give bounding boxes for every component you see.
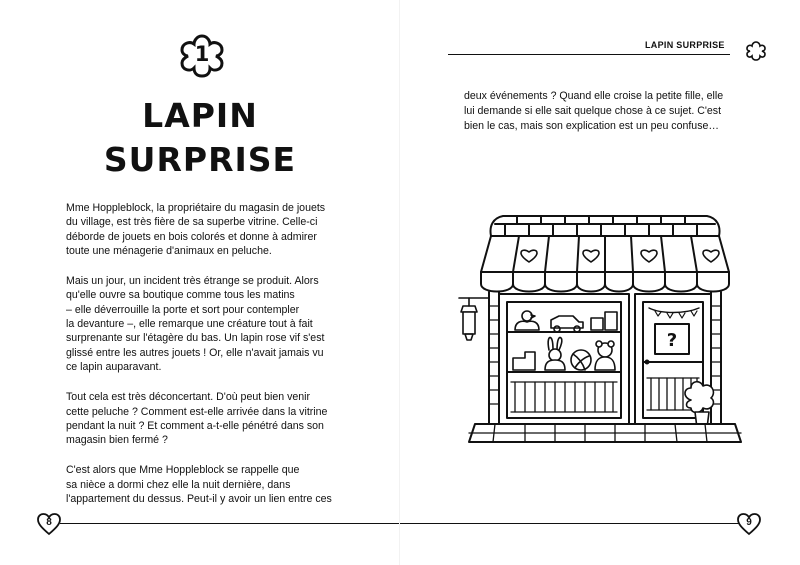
text-line: C'est alors que Mme Hoppleblock se rappelle que (66, 464, 300, 477)
text-line: surprenante sur l'étagère du bas. Un lapin rose vif s'est (66, 332, 325, 345)
text-line: toute une ménagerie d'animaux en peluche. (66, 244, 272, 257)
text-line: glissé entre les autres jouets ! Or, elle n'avait jamais vu (66, 346, 324, 359)
toy-shop-illustration (455, 202, 755, 452)
footer-rule (400, 523, 740, 524)
paragraph (66, 463, 346, 506)
text-line: pendant la nuit ? Et comment a-t-elle pénétré dans son (66, 419, 324, 432)
text-line: magasin bien fermé ? (66, 434, 168, 447)
text-line: deux événements ? Quand elle croise la petite fille, elle (464, 90, 724, 102)
chapter-title-line1: LAPIN (142, 96, 258, 135)
running-title: LAPIN SURPRISE (645, 40, 725, 50)
text-line: lui demande si elle sait quelque chose à ce sujet. C'est (464, 105, 722, 117)
poster-text: ? (666, 330, 678, 351)
text-line: déborde de jouets en bois colorés et donne à admirer (66, 230, 317, 243)
chapter-number: 1 (194, 42, 210, 66)
paragraph (66, 274, 346, 374)
text-line: Mais un jour, un incident très étrange se produit. Alors (66, 275, 319, 288)
chapter-title-line2: SURPRISE (103, 140, 297, 179)
flower-icon (745, 40, 767, 62)
text-line: du village, est très fière de sa superbe vitrine. Celle-ci (66, 216, 318, 229)
right-page (400, 0, 800, 565)
text-line: qu'elle ouvre sa boutique comme tous les matins (66, 289, 295, 302)
roof-bricks (491, 216, 720, 236)
text-line: Tout cela est très déconcertant. D'où peut bien venir (66, 391, 311, 404)
awning (481, 272, 729, 292)
text-line: ce lapin auparavant. (66, 360, 162, 373)
text-line: bien le cas, mais son explication est un peu confuse… (464, 120, 719, 132)
page-number: 9 (746, 517, 752, 528)
text-line: sa nièce a dormi chez elle la nuit dernière, dans (66, 478, 291, 491)
ball-icon (571, 350, 591, 370)
paragraph (66, 390, 346, 447)
footer-rule (60, 523, 400, 524)
text-line: cette peluche ? Comment est-elle arrivée dans la vitrine (66, 405, 328, 418)
body-text (66, 201, 346, 522)
lantern-icon (459, 298, 489, 340)
text-line: Mme Hoppleblock, la propriétaire du magasin de jouets (66, 202, 326, 214)
chapter-title (90, 94, 310, 182)
text-line: la devanture –, elle remarque une créature tout à fait (66, 318, 313, 331)
text-line: – elle déverrouille la porte et sort pour contempler (66, 303, 300, 316)
text-line: l'appartement du dessus. Peut-il y avoir un lien entre ces (66, 493, 332, 506)
page-number: 8 (46, 517, 52, 528)
paragraph (66, 201, 346, 258)
body-text (464, 89, 754, 134)
